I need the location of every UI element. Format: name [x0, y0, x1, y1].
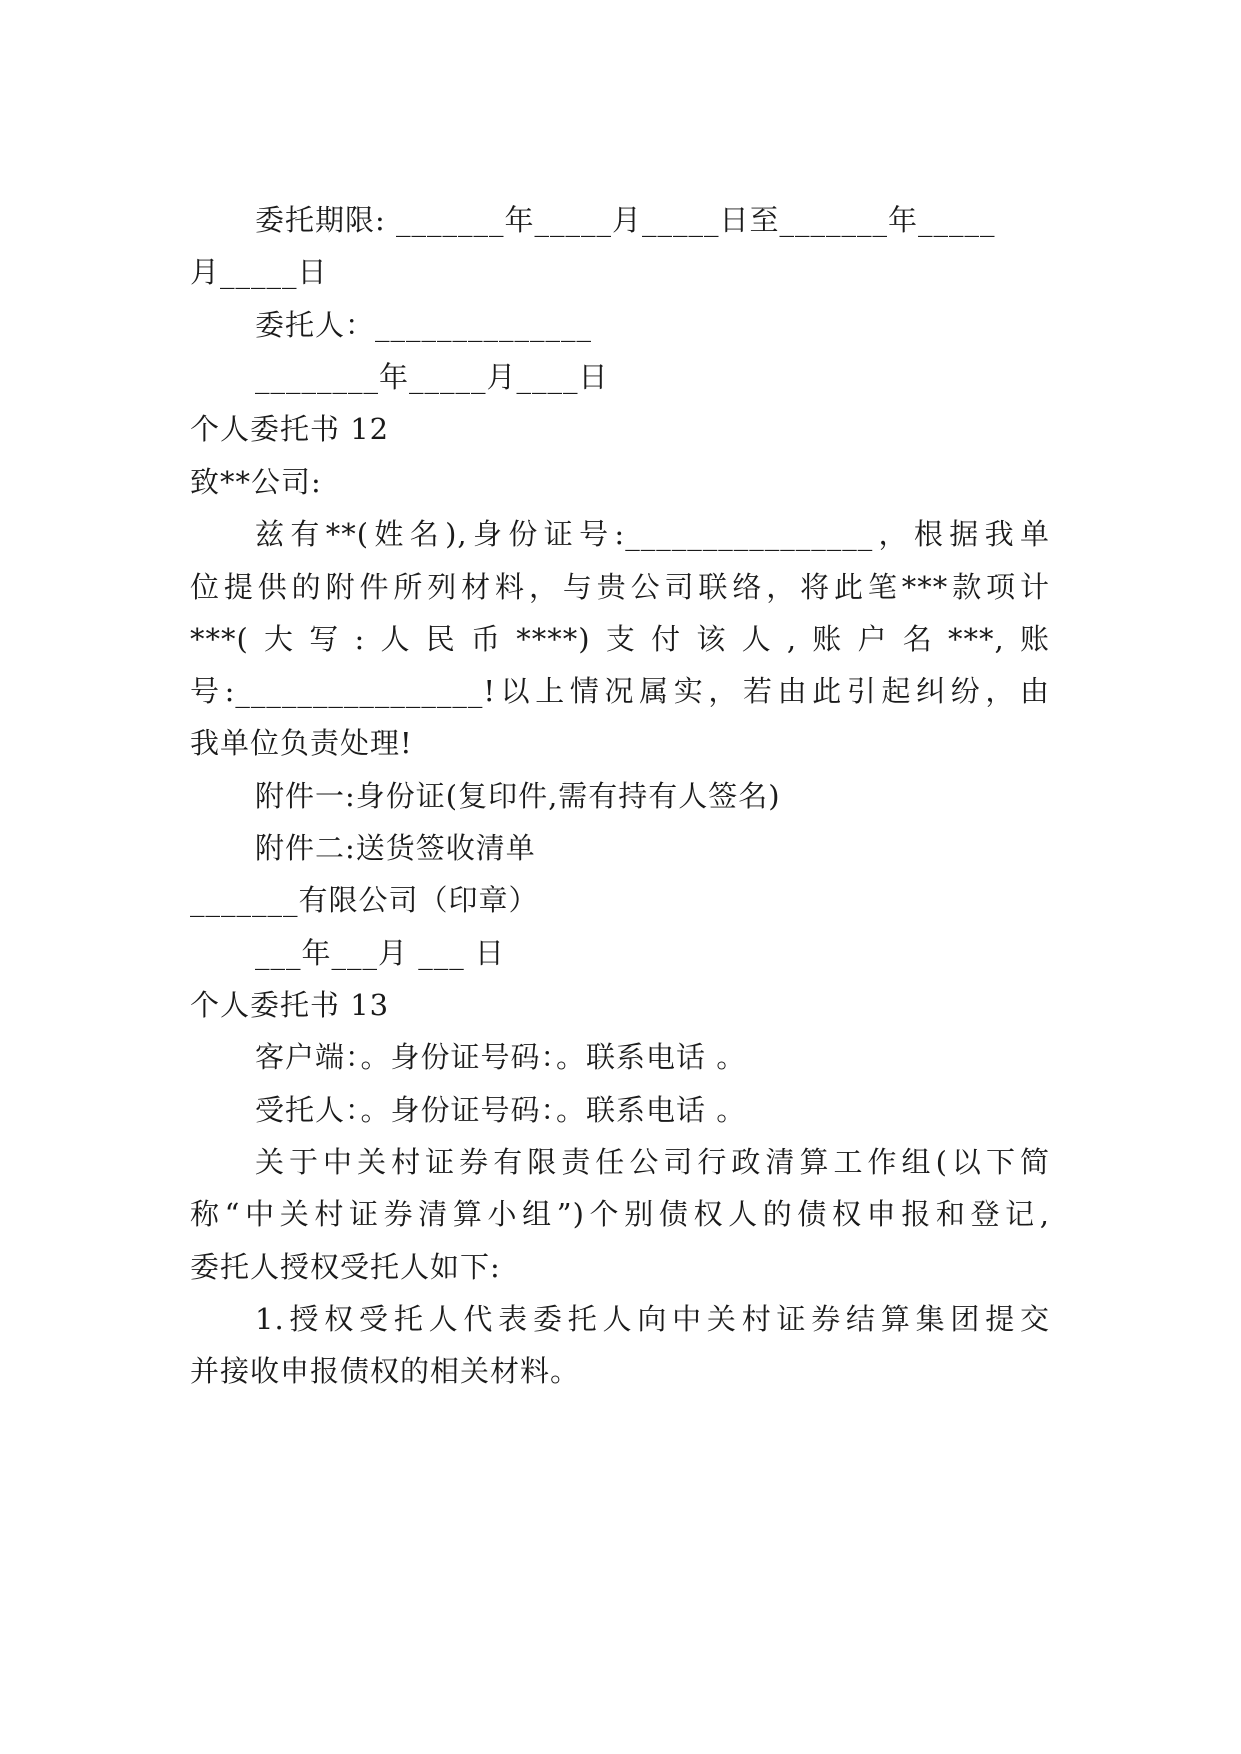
agent-info-line: 受托人：。身份证号码：。联系电话 。 — [255, 1093, 747, 1127]
date-line: ___年___月 ___ 日 — [255, 936, 505, 970]
body-paragraph-line: 号:________________!以上情况属实，若由此引起纠纷，由 — [190, 674, 1050, 708]
body-paragraph-line: ***(大写:人民币****)支付该人,账户名***,账 — [190, 622, 1050, 656]
company-seal-line: _______有限公司（印章） — [190, 883, 539, 917]
body-paragraph-line: 位提供的附件所列材料，与贵公司联络，将此笔***款项计 — [190, 570, 1050, 604]
body-paragraph-line: 兹有**(姓名),身份证号:________________，根据我单 — [255, 517, 1050, 551]
list-item-line: 并接收申报债权的相关材料。 — [190, 1354, 581, 1388]
client-info-line: 客户端：。身份证号码：。联系电话 。 — [255, 1040, 747, 1074]
body-paragraph-line: 委托人授权受托人如下: — [190, 1250, 501, 1284]
section-heading-12: 个人委托书 12 — [190, 412, 390, 446]
attachment-2-line: 附件二:送货签收清单 — [255, 831, 536, 865]
body-paragraph-line: 称“中关村证券清算小组”)个别债权人的债权申报和登记, — [190, 1197, 1050, 1231]
entrust-period-line: 委托期限: _______年_____月_____日至_______年_____ — [255, 203, 996, 237]
section-heading-13: 个人委托书 13 — [190, 988, 390, 1022]
entrust-period-line-cont: 月_____日 — [190, 255, 328, 289]
body-paragraph-line: 我单位负责处理! — [190, 726, 413, 760]
body-paragraph-line: 关于中关村证券有限责任公司行政清算工作组(以下简 — [255, 1145, 1050, 1179]
principal-signature-line: 委托人：______________ — [255, 308, 593, 342]
attachment-1-line: 附件一:身份证(复印件,需有持有人签名) — [255, 779, 781, 813]
addressee-line: 致**公司: — [190, 465, 322, 499]
date-line: ________年_____月____日 — [255, 360, 609, 394]
list-item-line: 1.授权受托人代表委托人向中关村证券结算集团提交 — [255, 1302, 1050, 1336]
